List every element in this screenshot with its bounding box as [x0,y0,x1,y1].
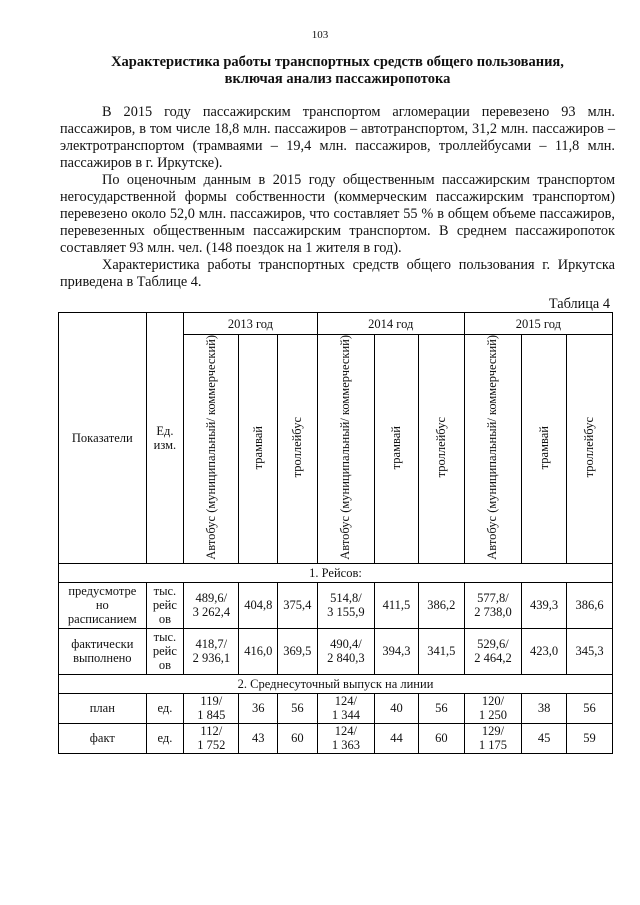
paragraph-2: По оценочным данным в 2015 году общественным пассажирским транспортом негосударственной формы собственности (коммерческим пассажирским транспортом) перевезено около 52,0 млн. пассажиров, что составляет 55 % в общем объеме пассажиров, перевезенных общественным пассажирским транспортом. В среднем пассажиропоток составляет 93 млн. чел. (148 поездок на 1 жителя в год). [60,172,615,256]
page-number: 103 [311,29,329,41]
paragraph-3: Характеристика работы транспортных средств общего пользования г. Иркутска приведена в Таблице 4. [60,257,615,290]
section-title-trips: 1. Рейсов: [59,563,613,582]
cell-trolley-2015: 59 [567,723,613,753]
row-unit: ед. [146,723,184,753]
cell-trolley-2013: 56 [278,693,318,723]
cell-tram-2013: 36 [239,693,278,723]
header-bus-2014: Автобус (муниципальный/ коммерческий) [317,335,374,564]
cell-bus-2014: 124/ 1 363 [317,723,374,753]
cell-tram-2014: 411,5 [375,582,419,628]
cell-bus-2013: 489,6/ 3 262,4 [184,582,239,628]
table-row [59,628,613,674]
cell-trolley-2015: 56 [567,693,613,723]
table-caption: Таблица 4 [548,296,610,312]
header-year-2015: 2015 год [464,313,612,335]
cell-trolley-2015: 386,6 [567,582,613,628]
cell-trolley-2014: 60 [418,723,464,753]
cell-bus-2013: 418,7/ 2 936,1 [184,628,239,674]
cell-tram-2015: 38 [522,693,567,723]
cell-bus-2013: 119/ 1 845 [184,693,239,723]
cell-bus-2015: 529,6/ 2 464,2 [464,628,521,674]
row-name: предусмотре но расписанием [59,582,147,628]
cell-tram-2014: 40 [375,693,419,723]
cell-bus-2014: 514,8/ 3 155,9 [317,582,374,628]
cell-trolley-2014: 386,2 [418,582,464,628]
table-row [59,582,613,628]
header-year-2014: 2014 год [317,313,464,335]
cell-tram-2014: 44 [375,723,419,753]
row-unit: ед. [146,693,184,723]
header-indicator: Показатели [59,313,147,564]
row-unit: тыс. рейс ов [146,582,184,628]
cell-bus-2015: 120/ 1 250 [464,693,521,723]
cell-trolley-2013: 369,5 [278,628,318,674]
header-year-2013: 2013 год [184,313,318,335]
cell-bus-2015: 577,8/ 2 738,0 [464,582,521,628]
page-title [60,54,615,88]
cell-trolley-2015: 345,3 [567,628,613,674]
header-trolley-2015: троллейбус [567,335,613,564]
header-tram-2014: трамвай [375,335,419,564]
paragraph-1: В 2015 году пассажирским транспортом агломерации перевезено 93 млн. пассажиров, в том числе 18,8 млн. пассажиров – автотранспортом, 31,2 млн. пассажиров – электротранспортом (трамваями – 19,4 млн. пассажиров, троллейбусами – 11,8 млн. пассажиров в г. Иркутске). [60,104,615,171]
cell-tram-2013: 416,0 [239,628,278,674]
cell-tram-2015: 439,3 [522,582,567,628]
section-title-daily-output: 2. Среднесуточный выпуск на линии [59,674,613,693]
cell-tram-2013: 404,8 [239,582,278,628]
header-trolley-2013: троллейбус [278,335,318,564]
header-unit: Ед. изм. [146,313,184,564]
header-tram-2013: трамвай [239,335,278,564]
cell-trolley-2014: 56 [418,693,464,723]
cell-trolley-2014: 341,5 [418,628,464,674]
cell-tram-2015: 423,0 [522,628,567,674]
title-line-2: включая анализ пассажиропотока [224,71,451,87]
row-name: план [59,693,147,723]
cell-bus-2013: 112/ 1 752 [184,723,239,753]
cell-trolley-2013: 60 [278,723,318,753]
table-row [59,693,613,723]
transport-table [58,312,613,754]
cell-trolley-2013: 375,4 [278,582,318,628]
row-name: фактически выполнено [59,628,147,674]
cell-tram-2013: 43 [239,723,278,753]
cell-bus-2015: 129/ 1 175 [464,723,521,753]
header-tram-2015: трамвай [522,335,567,564]
row-name: факт [59,723,147,753]
cell-tram-2015: 45 [522,723,567,753]
title-line-1: Характеристика работы транспортных средств общего пользования, [111,54,564,70]
cell-tram-2014: 394,3 [375,628,419,674]
header-bus-2015: Автобус (муниципальный/ коммерческий) [464,335,521,564]
body-text [60,104,615,291]
row-unit: тыс. рейс ов [146,628,184,674]
cell-bus-2014: 124/ 1 344 [317,693,374,723]
cell-bus-2014: 490,4/ 2 840,3 [317,628,374,674]
header-trolley-2014: троллейбус [418,335,464,564]
table-row [59,723,613,753]
header-bus-2013: Автобус (муниципальный/ коммерческий) [184,335,239,564]
